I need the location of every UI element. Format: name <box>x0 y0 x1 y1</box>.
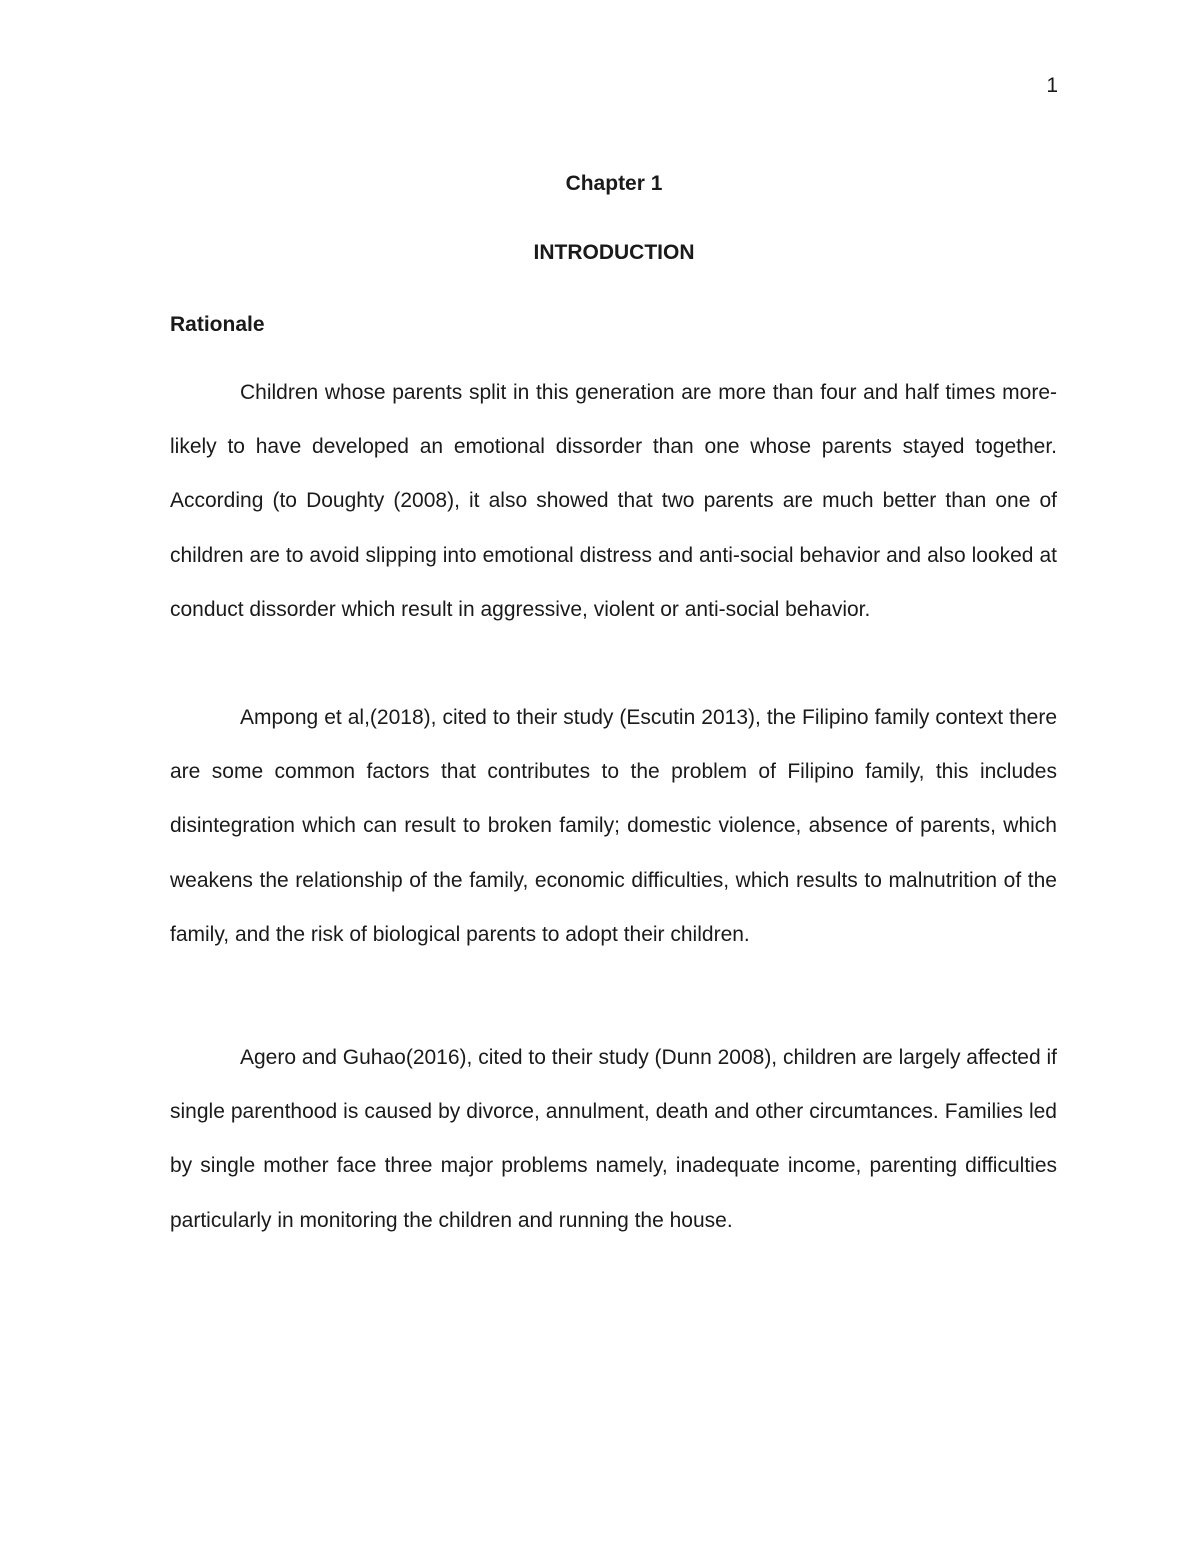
section-heading-rationale: Rationale <box>170 313 265 336</box>
document-title: INTRODUCTION <box>533 241 695 264</box>
page-number: 1 <box>1046 74 1058 97</box>
chapter-heading: Chapter 1 <box>565 172 663 195</box>
body-paragraph: Agero and Guhao(2016), cited to their study (Dunn 2008), children are largely affected if single parenthood is caused by divorce, annulment, death and other circumtances. Families led by single mother face three major problems namely, inadequate income, parenting difficulties particularly in monitoring the children and running the house. <box>170 1046 1057 1232</box>
body-paragraph: Children whose parents split in this generation are more than four and half times more-likely to have developed an emotional dissorder than one whose parents stayed together. According (to Doughty (2008), it also showed that two parents are much better than one of children are to avoid slipping into emotional distress and anti-social behavior and also looked at conduct dissorder which result in aggressive, violent or anti-social behavior. <box>170 381 1057 621</box>
body-paragraph: Ampong et al,(2018), cited to their study (Escutin 2013), the Filipino family context there are some common factors that contributes to the problem of Filipino family, this includes disintegration which can result to broken family; domestic violence, absence of parents, which weakens the relationship of the family, economic difficulties, which results to malnutrition of the family, and the risk of biological parents to adopt their children. <box>170 706 1057 946</box>
